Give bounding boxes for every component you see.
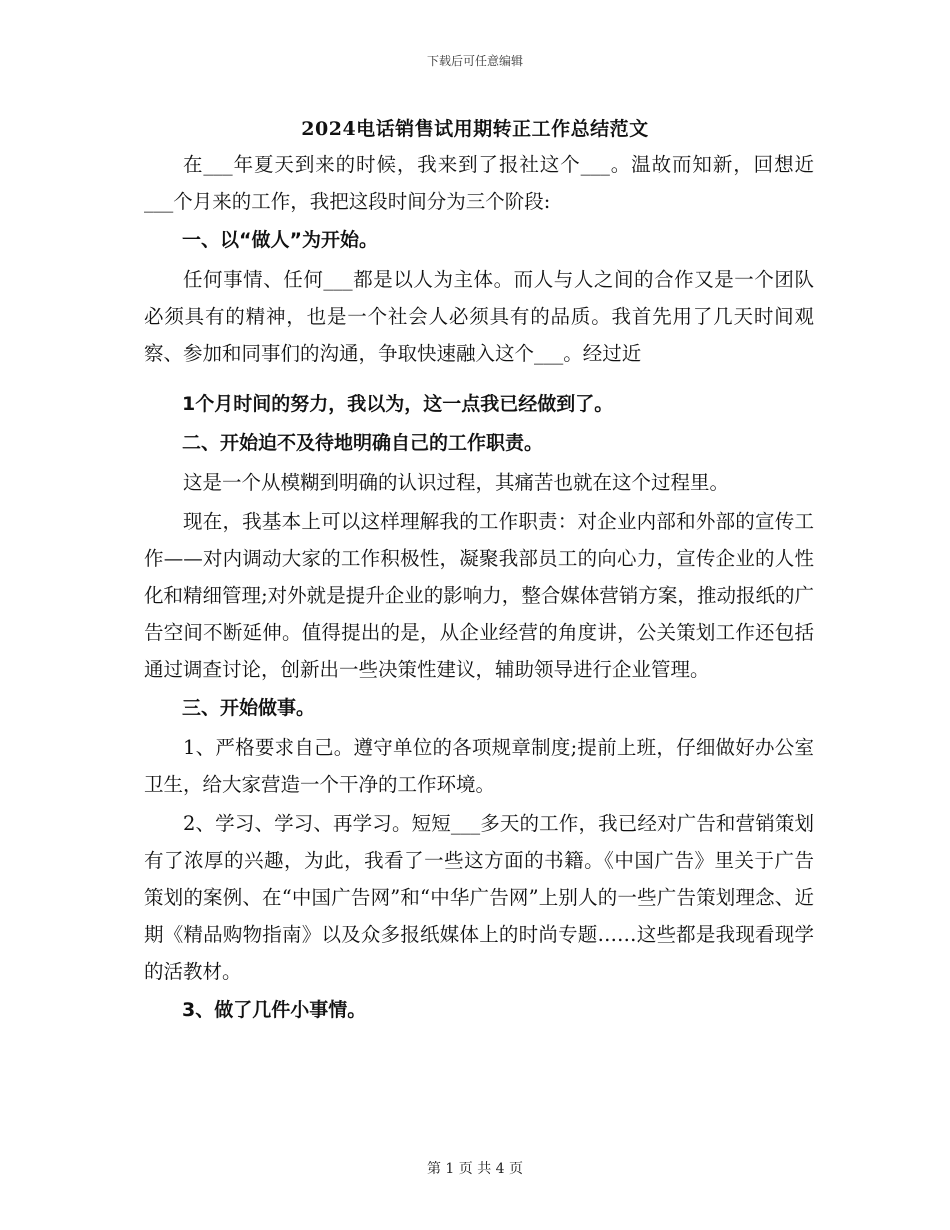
document-title: 2024电话销售试用期转正工作总结范文 <box>301 118 649 140</box>
paragraph-intro: 在___年夏天到来的时候，我来到了报社这个___。温故而知新，回想近___个月来的工作，我把这段时间分为三个阶段: <box>144 153 814 213</box>
paragraph-achievement: 1个月时间的努力，我以为，这一点我已经做到了。 <box>182 393 614 415</box>
paragraph-item-3: 3、做了几件小事情。 <box>182 999 367 1021</box>
page-number: 第 1 页 共 4 页 <box>426 1161 524 1177</box>
section-heading-2: 二、开始迫不及待地明确自己的工作职责。 <box>182 432 544 454</box>
paragraph-teamwork: 任何事情、任何___都是以人为主体。而人与人之间的合作又是一个团队必须具有的精神，也是一个社会人必须具有的品质。我首先用了几天时间观察、参加和同事们的沟通，争取快速融入这个___。经过近 <box>144 268 814 365</box>
document-body <box>144 146 814 1031</box>
section-heading-1: 一、以“做人”为开始。 <box>182 229 378 251</box>
header-note: 下载后可任意编辑 <box>426 54 523 68</box>
paragraph-item-2: 2、学习、学习、再学习。短短___多天的工作，我已经对广告和营销策划有了浓厚的兴趣，为此，我看了一些这方面的书籍。《中国广告》里关于广告策划的案例、在“中国广告网”和“中华广告网”上别人的一些广告策划理念、近期《精品购物指南》以及众多报纸媒体上的时尚专题……这些都是我现看现学的活教材。 <box>144 812 814 983</box>
section-heading-3: 三、开始做事。 <box>182 697 316 719</box>
paragraph-duties: 现在，我基本上可以这样理解我的工作职责：对企业内部和外部的宣传工作——对内调动大家的工作积极性，凝聚我部员工的向心力，宣传企业的人性化和精细管理;对外就是提升企业的影响力，整合媒体营销方案，推动报纸的广告空间不断延伸。值得提出的是，从企业经营的角度讲，公关策划工作还包括通过调查讨论，创新出一些决策性建议，辅助领导进行企业管理。 <box>144 510 814 681</box>
paragraph-item-1: 1、严格要求自己。遵守单位的各项规章制度;提前上班，仔细做好办公室卫生，给大家营造一个干净的工作环境。 <box>144 736 814 796</box>
paragraph-process: 这是一个从模糊到明确的认识过程，其痛苦也就在这个过程里。 <box>183 471 730 494</box>
